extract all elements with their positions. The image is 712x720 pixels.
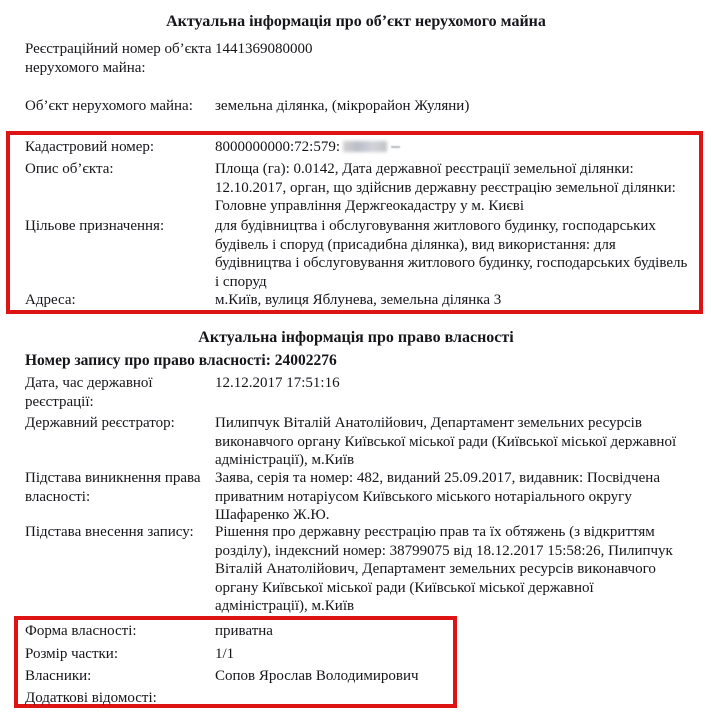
field-label: Реєстраційний номер об’єкта нерухомого майна: <box>25 41 212 76</box>
field-value <box>215 689 689 708</box>
field-row-additional-info <box>25 689 689 708</box>
field-row-property-object <box>25 97 689 116</box>
field-value: м.Київ, вулиця Яблунева, земельна ділянка 3 <box>215 292 502 308</box>
field-label: Цільове призначення: <box>25 218 165 234</box>
field-label: Кадастровий номер: <box>25 139 155 155</box>
field-label: Підстава виникнення права власності: <box>25 470 201 505</box>
redaction-blur <box>343 141 387 152</box>
field-row-ownership-origin-basis <box>25 469 689 525</box>
field-label: Адреса: <box>25 292 76 308</box>
field-label: Власники: <box>25 668 92 684</box>
field-label: Опис об’єкта: <box>25 161 114 177</box>
field-row-registration-number <box>25 40 689 77</box>
field-row-address <box>25 291 689 310</box>
field-row-registration-datetime <box>25 374 689 411</box>
field-value <box>215 138 689 157</box>
field-row-object-description <box>25 160 689 216</box>
field-value: 1/1 <box>215 646 235 662</box>
field-label: Додаткові відомості: <box>25 690 157 706</box>
field-label: Об’єкт нерухомого майна: <box>25 98 193 114</box>
field-label: Розмір частки: <box>25 646 118 662</box>
field-value: Площа (га): 0.0142, Дата державної реєстрації земельної ділянки: 12.10.2017, орган, що здійснив державну реєстрацію земельної ділянки: Головне управління Держгеокадастру у м. Києві <box>215 161 676 214</box>
field-row-intended-purpose <box>25 217 689 291</box>
field-label: Форма власності: <box>25 623 137 639</box>
field-row-cadastral-number <box>25 138 689 157</box>
field-value: Пилипчук Віталій Анатолійович, Департамент земельних ресурсів виконавчого органу Київської міської ради (Київської міської державної адміністрації), м.Київ <box>215 415 677 468</box>
cadastral-number-visible-part: 8000000000:72:579: <box>215 139 341 155</box>
field-value: 12.12.2017 17:51:16 <box>215 375 340 391</box>
field-value: 1441369080000 <box>215 41 313 57</box>
field-label: Державний реєстратор: <box>25 415 175 431</box>
field-value: для будівництва і обслуговування житлового будинку, господарських будівель і споруд (присадибна ділянка), вид використання: для будівництва і обслуговування житлового будинку, господарських будівель і споруд <box>215 218 688 290</box>
section-title-ownership: Актуальна інформація про право власності <box>198 329 514 346</box>
field-row-ownership-form <box>25 622 689 641</box>
ownership-record-number-line: Номер запису про право власності: 24002276 <box>25 352 337 369</box>
redaction-dash <box>391 146 400 148</box>
field-row-state-registrar <box>25 414 689 470</box>
field-label: Підстава внесення запису: <box>25 524 194 540</box>
field-value: Сопов Ярослав Володимирович <box>215 668 419 684</box>
field-value: земельна ділянка, (мікрорайон Жуляни) <box>215 98 470 114</box>
field-label: Дата, час державної реєстрації: <box>25 375 153 410</box>
field-value: Рішення про державну реєстрацію прав та їх обтяжень (з відкриттям розділу), індексний номер: 38799075 від 18.12.2017 15:58:26, Пилипчук Віталій Анатолійович, Департамент земельних ресурсів виконавчого органу Київської міської ради (Київської міської державної адміністрації), м.Київ <box>215 524 673 614</box>
field-row-record-entry-basis <box>25 523 689 616</box>
field-value: приватна <box>215 623 273 639</box>
field-row-share-size <box>25 645 689 664</box>
field-value: Заява, серія та номер: 482, виданий 25.09.2017, видавник: Посвідчена приватним нотаріусом Київського міського нотаріального округу Шафаренко Ж.Ю. <box>215 470 660 523</box>
field-row-owners <box>25 667 689 686</box>
section-title-property: Актуальна інформація про об’єкт нерухомого майна <box>166 13 546 30</box>
